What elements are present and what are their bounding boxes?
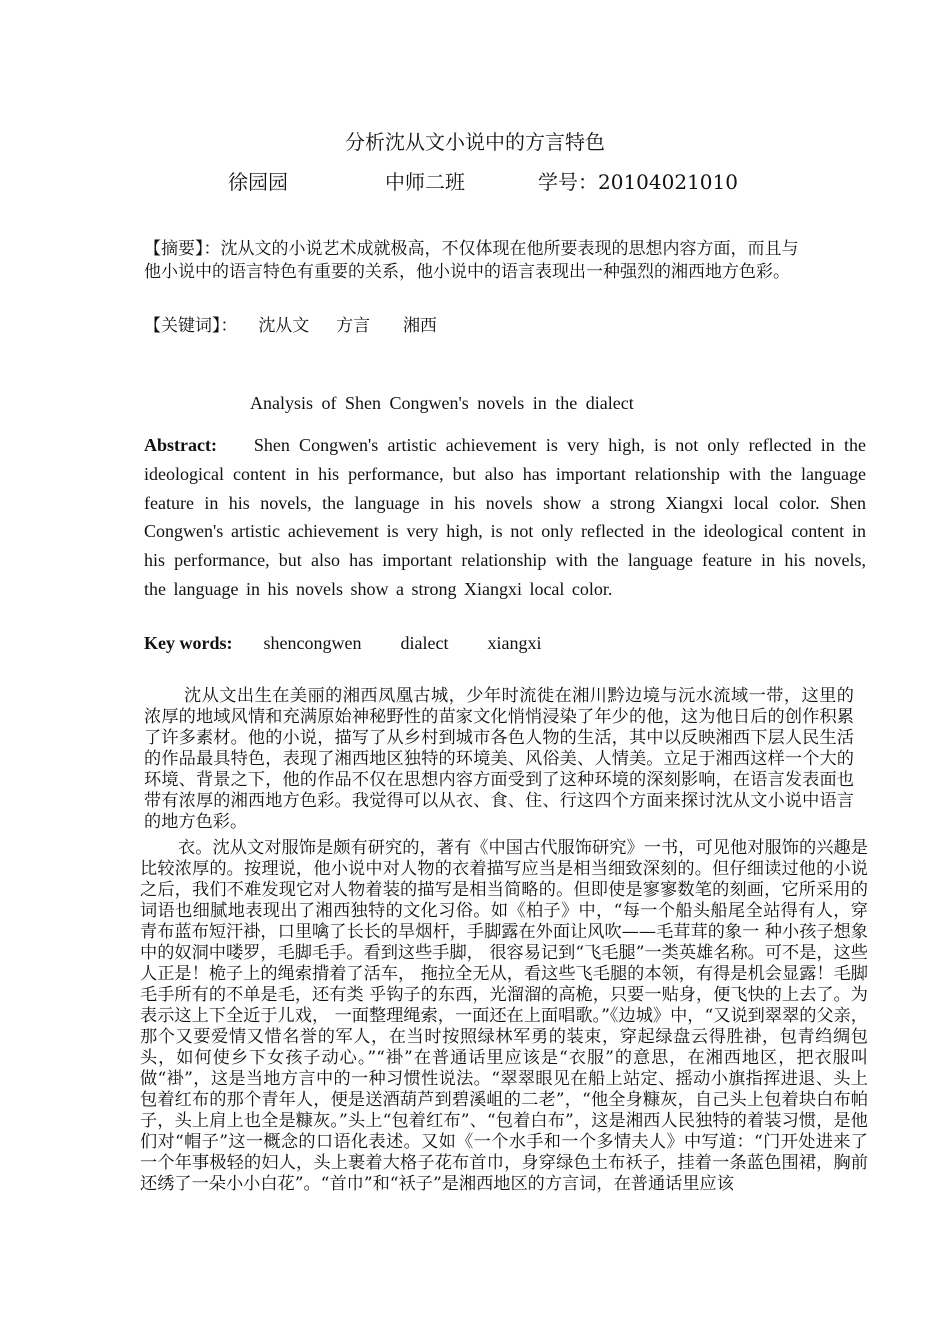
abstract-cn-text: 沈从文的小说艺术成就极高，不仅体现在他所要表现的思想内容方面，而且与他小说中的语言特色有重要的关系，他小说中的语言表现出一种强烈的湘西地方色彩。: [144, 239, 799, 282]
chinese-abstract: [144, 238, 804, 284]
keywords-en-label: Key words:: [144, 633, 233, 653]
paper-title: 分析沈从文小说中的方言特色: [345, 130, 605, 154]
english-title: Analysis of Shen Congwen's novels in the dialect: [250, 393, 634, 413]
body-paragraph-2: 衣。沈从文对服饰是颇有研究的，著有《中国古代服饰研究》一书，可见他对服饰的兴趣是比较浓厚的。按理说，他小说中对人物的衣着描写应当是相当细致深刻的。但仔细读过他的小说之后，我们不难发现它对人物着装的描写是相当简略的。但即使是寥寥数笔的刻画，它所采用的词语也细腻地表现出了湘西独特的文化习俗。如《柏子》中，“每一个船头船尾全站得有人，穿青布蓝布短汗褂，口里噙了长长的旱烟杆，手脚露在外面让风吹——毛茸茸的象一 种小孩子想象中的奴洞中喽罗，毛脚毛手。看到这些手脚， 很容易记到“飞毛腿”一类英雄名称。可不是，这些人正是！桅子上的绳索揹着了活车， 拖拉全无从，看这些飞毛腿的本领，有得是机会显露！毛脚毛手所有的不单是毛，还有类 乎钩子的东西，光溜溜的高桅，只要一贴身，便飞快的上去了。为表示这上下全近于儿戏， 一面整理绳索，一面还在上面唱歌。”《边城》中，“又说到翠翠的父亲，那个又要爱情又惜名誉的军人，在当时按照绿林军勇的装束，穿起绿盘云得胜褂，包青绉绸包头，如何使乡下女孩子动心。”“褂”在普通话里应该是“衣服”的意思，在湘西地区，把衣服叫做“褂”，这是当地方言中的一种习惯性说法。“翠翠眼见在船上站定、摇动小旗指挥进退、头上包着红布的那个青年人，便是送酒葫芦到碧溪岨的二老”，“他全身糠灰，自己头上包着块白布帕子，头上肩上也全是糠灰。”头上“包着红布”、“包着白布”，这是湘西人民独特的着装习惯，是他们对“帽子”这一概念的口语化表述。又如《一个水手和一个多情夫人》中写道：“门开处进来了一个年事极轻的妇人，头上裹着大格子花布首巾，身穿绿色土布袄子，挂着一条蓝色围裙，胸前还绣了一朵小小白花”。“首巾”和“袄子”是湘西地区的方言词，在普通话里应该: [140, 838, 868, 1194]
keyword-en-3: xiangxi: [487, 633, 542, 653]
abstract-en-text: Shen Congwen's artistic achievement is very high, is not only reflected in the ideological content in his performance, but also has important relationship with the language feature in his novels, the language in his novels show a strong Xiangxi local color. Shen Congwen's artistic achievement is very high, is not only reflected in the ideological content in his performance, but also has important relationship with the language feature in his novels, the language in his novels show a strong Xiangxi local color.: [144, 435, 867, 599]
student-id: 学号：20104021010: [538, 170, 738, 194]
abstract-en-label: Abstract:: [144, 435, 217, 455]
keyword-cn-3: 湘西: [402, 316, 437, 336]
keyword-en-1: shencongwen: [263, 633, 362, 653]
keywords-cn-label: 【关键词】：: [144, 316, 238, 336]
keyword-cn-2: 方言: [336, 316, 371, 336]
chinese-keywords: [144, 315, 644, 338]
class-name: 中师二班: [385, 170, 465, 194]
abstract-cn-label: 【摘要】：: [144, 239, 221, 259]
keyword-en-2: dialect: [400, 633, 449, 653]
english-keywords: [144, 633, 541, 654]
english-abstract: [144, 431, 866, 604]
body-paragraph-1: 沈从文出生在美丽的湘西凤凰古城，少年时流徙在湘川黔边境与沅水流域一带，这里的浓厚的地域风情和充满原始神秘野性的苗家文化悄悄浸染了年少的他，这为他日后的创作积累了许多素材。他的小说，描写了从乡村到城市各色人物的生活，其中以反映湘西下层人民生活的作品最具特色，表现了湘西地区独特的环境美、风俗美、人情美。立足于湘西这样一个大的环境、背景之下，他的作品不仅在思想内容方面受到了这种环境的深刻影响，在语言发表面也带有浓厚的湘西地方色彩。我觉得可以从衣、食、住、行这四个方面来探讨沈从文小说中语言的地方色彩。: [144, 686, 854, 832]
author-name: 徐园园: [228, 170, 288, 194]
keyword-cn-1: 沈从文: [258, 316, 310, 336]
